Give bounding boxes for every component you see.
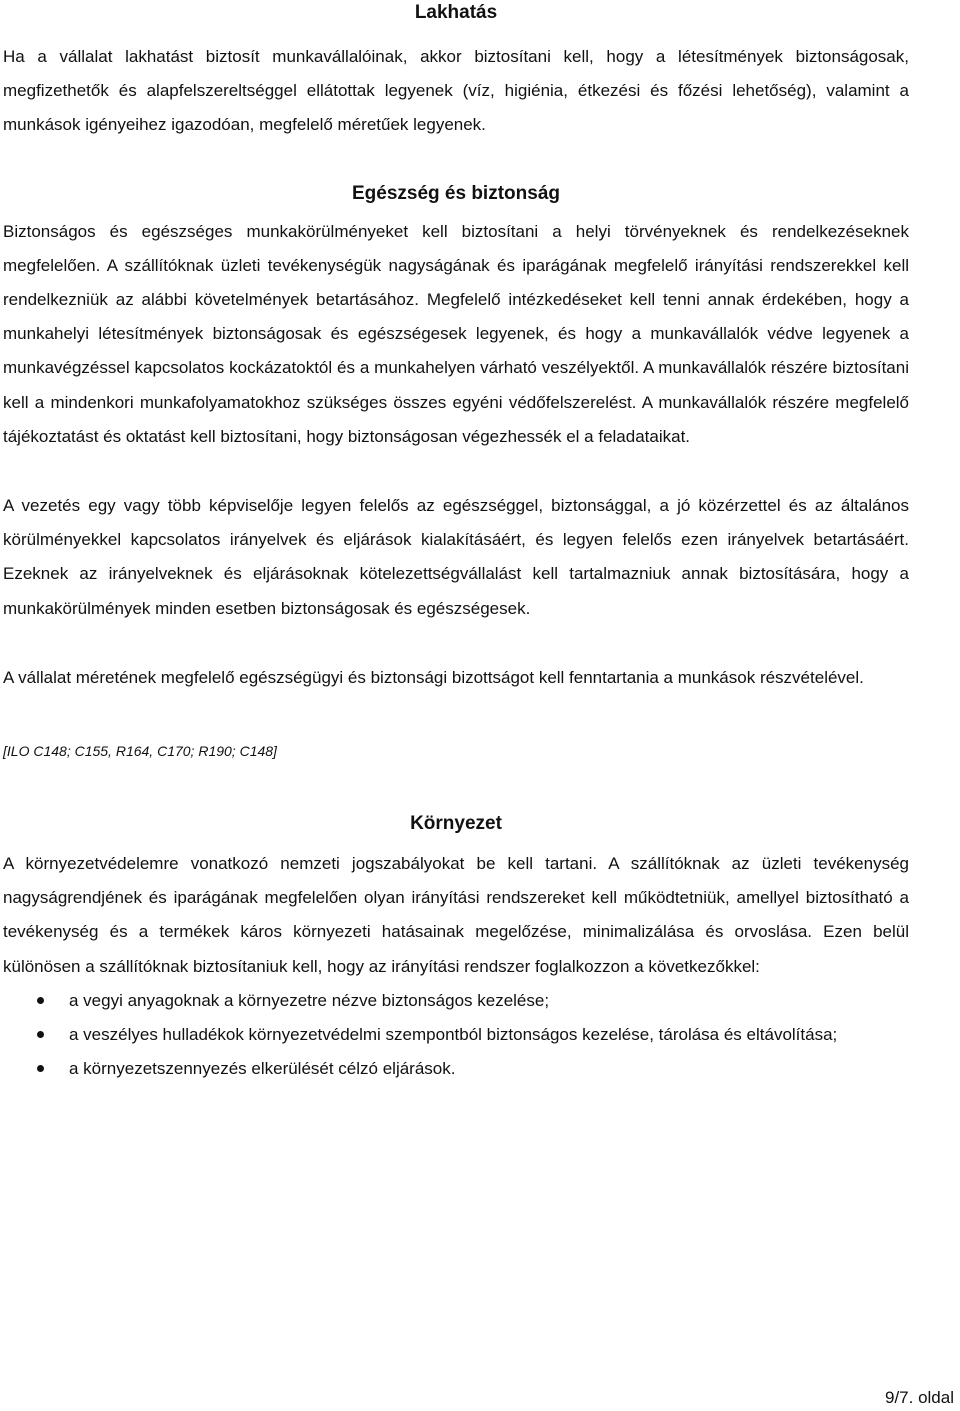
list-item xyxy=(3,1052,909,1086)
egeszseg-paragraph-1: Biztonságos és egészséges munkakörülményeket kell biztosítani a helyi törvényeknek és rendelkezéseknek megfelelően. A szállítóknak üzleti tevékenységük nagyságának és iparágának megfelelő irányítási rendszerekkel kell rendelkezniük az alábbi követelmények betartásához. Megfelelő intézkedéseket kell tenni annak érdekében, hogy a munkahelyi létesítmények biztonságosak és egészségesek legyenek, és hogy a munkavállalók védve legyenek a munkavégzéssel kapcsolatos kockázatoktól és a munkahelyen várható veszélyektől. A munkavállalók részére biztosítani kell a mindenkori munkafolyamatokhoz szükséges összes egyéni védőfelszerelést. A munkavállalók részére megfelelő tájékoztatást és oktatást kell biztosítani, hogy biztonságosan végezhessék el a feladataikat. xyxy=(3,221,909,446)
section-title-kornyezet: Környezet xyxy=(410,813,502,835)
list-item xyxy=(3,1018,909,1052)
kornyezet-paragraph: A környezetvédelemre vonatkozó nemzeti jogszabályokat be kell tartani. A szállítóknak az üzleti tevékenység nagyságrendjének és iparágának megfelelően olyan irányítási rendszereket kell működtetniük, amellyel biztosítható a tevékenység és a termékek káros környezeti hatásainak megelőzése, minimalizálása és orvoslása. Ezen belül különösen a szállítóknak biztosítaniuk kell, hogy az irányítási rendszer foglalkozzon a következőkkel: xyxy=(3,854,909,976)
section-title-egeszseg: Egészség és biztonság xyxy=(351,182,560,204)
list-item-text: a vegyi anyagoknak a környezetre nézve biztonságos kezelése; xyxy=(69,990,550,1010)
lakhatas-paragraph: Ha a vállalat lakhatást biztosít munkavállalóinak, akkor biztosítani kell, hogy a létesítmények biztonságosak, megfizethetők és alapfelszereltséggel ellátottak legyenek (víz, higiénia, étkezési és főzési lehetőség), valamint a munkások igényeihez igazodóan, megfelelő méretűek legyenek. xyxy=(3,47,909,135)
egeszseg-paragraph-3: A vállalat méretének megfelelő egészségügyi és biztonsági bizottságot kell fenntartania a munkások részvételével. xyxy=(3,667,864,687)
ilo-reference: [ILO C148; C155, R164, C170; R190; C148] xyxy=(3,743,277,760)
bullet-icon xyxy=(37,1065,44,1072)
section-title-lakhatas: Lakhatás xyxy=(414,2,498,23)
list-item-text: a veszélyes hulladékok környezetvédelmi szempontból biztonságos kezelése, tárolása és eltávolítása; xyxy=(69,1025,838,1045)
egeszseg-paragraph-2: A vezetés egy vagy több képviselője legyen felelős az egészséggel, biztonsággal, a jó közérzettel és az általános körülményekkel kapcsolatos irányelvek és eljárások kialakításáért, és legyen felelős ezen irányelvek betartásáért. Ezeknek az irányelveknek és eljárásoknak kötelezettségvállalást kell tartalmazniuk annak biztosítására, hogy a munkakörülmények minden esetben biztonságosak és egészségesek. xyxy=(3,496,909,618)
bullet-icon xyxy=(37,1031,44,1038)
bullet-icon xyxy=(37,997,44,1004)
kornyezet-bullet-list xyxy=(3,984,909,1087)
list-item xyxy=(3,984,909,1018)
page-number: 9/7. oldal xyxy=(885,1388,954,1407)
list-item-text: a környezetszennyezés elkerülését célzó eljárások. xyxy=(69,1059,456,1079)
document-page xyxy=(3,0,909,1086)
